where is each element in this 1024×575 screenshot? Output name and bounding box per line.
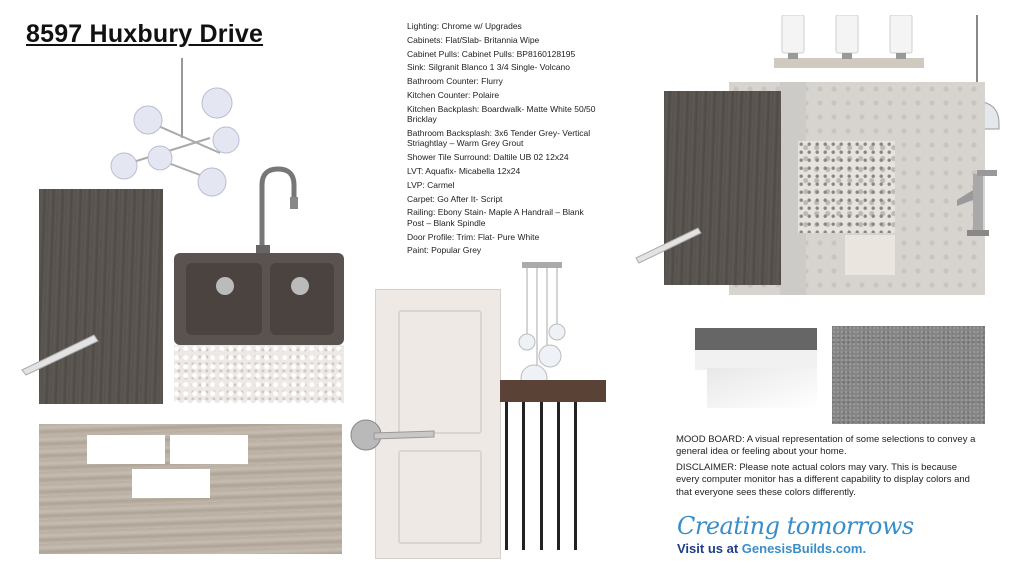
spindle [522, 402, 525, 550]
bath-cabinet-pull-image [630, 222, 705, 267]
brand-tagline: Creating tomorrows [677, 512, 914, 540]
chandelier-image [100, 58, 240, 203]
spec-item: Railing: Ebony Stain- Maple A Handrail – Blank Post – Blank Spindle [407, 207, 584, 228]
pendant-cluster-image [512, 262, 572, 392]
backsplash-tile [87, 435, 165, 464]
trim-sample [695, 328, 817, 408]
bathroom-counter-sample [798, 141, 895, 233]
spec-item: Shower Tile Surround: Daltile UB 02 12x24 [407, 152, 569, 163]
spindle [574, 402, 577, 550]
spec-item: Bathroom Counter: Flurry [407, 76, 503, 87]
carpet-sample [832, 326, 985, 424]
disclaimer-text: DISCLAIMER: Please note actual colors may vary. This is because every computer monitor has a different capability to display colors and that everyone sees these colors differently. [676, 461, 970, 498]
backsplash-tile [170, 435, 248, 464]
spec-item: Kitchen Backplash: Boardwalk- Matte White 50/50 Bricklay [407, 103, 596, 125]
spec-item: Sink: Silgranit Blanco 1 3/4 Single- Volcano [407, 62, 571, 73]
spec-item: Paint: Popular Grey [407, 245, 482, 256]
spindle [540, 402, 543, 550]
bath-faucet-image [955, 170, 1000, 240]
railing-image [500, 380, 606, 402]
visit-prefix: Visit us at [677, 541, 742, 556]
spec-item: LVP: Carmel [407, 179, 455, 190]
mood-board-note [676, 434, 976, 502]
kitchen-faucet-image [250, 165, 310, 255]
website-link[interactable]: GenesisBuilds.com. [741, 541, 867, 556]
mood-board-text: MOOD BOARD: A visual representation of some selections to convey a general idea or feeling about your home. [676, 434, 976, 458]
cabinet-pull-image [14, 325, 104, 380]
selections-list [407, 21, 597, 259]
vanity-light-image [774, 15, 924, 70]
spindle [557, 402, 560, 550]
spec-item: Kitchen Counter: Polaire [407, 89, 500, 100]
kitchen-counter-sample [174, 345, 344, 403]
spec-item: LVT: Aquafix- Micabella 12x24 [407, 165, 521, 176]
spec-item: Cabinet Pulls: Cabinet Pulls: BP8160128195 [407, 48, 576, 59]
spec-item: Bathroom Backsplash: 3x6 Tender Grey- Vertical Striaghtlay – Warm Grey Grout [407, 127, 591, 149]
visit-line [677, 541, 866, 556]
page-title: 8597 Huxbury Drive [26, 20, 264, 48]
spec-item: Cabinets: Flat/Slab- Britannia Wipe [407, 34, 540, 45]
spec-item: Carpet: Go After It- Script [407, 193, 503, 204]
spindle [505, 402, 508, 550]
sink-image [174, 253, 344, 345]
backsplash-tile [132, 469, 210, 498]
paint-swatch [845, 235, 895, 275]
spec-item: Door Profile: Trim: Flat- Pure White [407, 231, 540, 242]
door-handle-image [350, 415, 440, 455]
spec-item: Lighting: Chrome w/ Upgrades [407, 21, 522, 31]
